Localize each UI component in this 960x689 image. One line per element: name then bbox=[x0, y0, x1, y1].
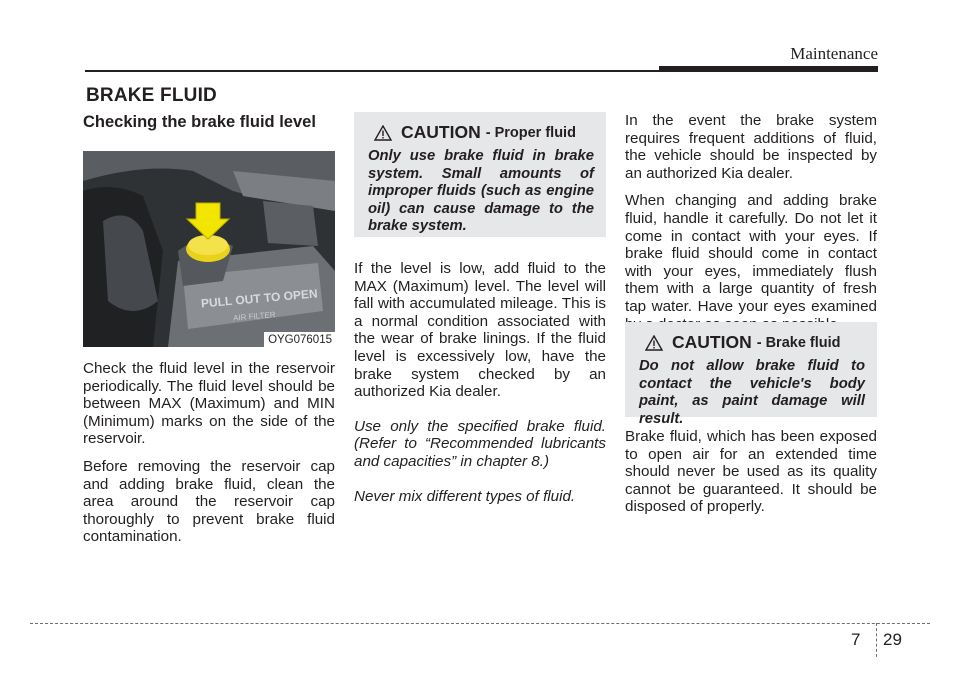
paragraph: In the event the brake system requires frequent additions of fluid, the vehicle should be inspected by an authorized Kia dealer. bbox=[625, 112, 877, 182]
paragraph: Check the fluid level in the reservoir periodically. The fluid level should be between MAX (Maximum) and MIN (Minimum) marks on the side of the reservoir. bbox=[83, 360, 335, 448]
header-title: Maintenance bbox=[790, 44, 878, 63]
engine-bay-illustration bbox=[83, 151, 335, 347]
caution-label: CAUTION bbox=[672, 332, 752, 352]
engine-bay-photo bbox=[83, 151, 335, 347]
paragraph: If the level is low, add fluid to the MAX (Maximum) level. The level will fall with accumulated mileage. This is a normal condition associated with the wear of brake linings. If the fluid level is excessively low, have the brake system checked by an authorized Kia dealer. bbox=[354, 260, 606, 401]
caution-subtitle: - Brake fluid bbox=[756, 334, 841, 351]
caution-box-proper-fluid bbox=[354, 112, 606, 237]
caution-text: Only use brake fluid in brake system. Small amounts of improper fluids (such as engine oil) can cause damage to the brake system. bbox=[368, 148, 594, 234]
italic-note: Use only the specified brake fluid. (Refer to “Recommended lubricants and capacities” in chapter 8.) bbox=[354, 417, 606, 470]
subheading: Checking the brake fluid level bbox=[83, 113, 316, 131]
warning-triangle-icon bbox=[645, 335, 663, 351]
caution-text: Do not allow brake fluid to contact the vehicle's body paint, as paint damage will result. bbox=[639, 358, 865, 427]
warning-triangle-icon bbox=[374, 125, 392, 141]
photo-code: OYG076015 bbox=[264, 332, 335, 347]
header-rule-accent bbox=[659, 66, 878, 72]
page-number: 29 bbox=[883, 630, 902, 649]
column-2 bbox=[354, 260, 606, 515]
air-filter-sublabel: AIR FILTER bbox=[232, 310, 276, 323]
caution-box-brake-fluid bbox=[625, 322, 877, 427]
column-3-bottom bbox=[625, 428, 877, 526]
italic-note: Never mix different types of fluid. bbox=[354, 487, 576, 505]
footer-rule bbox=[30, 623, 930, 624]
column-3 bbox=[625, 112, 877, 343]
column-1 bbox=[83, 112, 335, 556]
caution-subtitle: - Proper fluid bbox=[485, 124, 576, 141]
section-title: BRAKE FLUID bbox=[86, 85, 217, 106]
air-filter-label: PULL OUT TO OPEN bbox=[200, 286, 319, 311]
footer-divider bbox=[876, 623, 877, 657]
caution-label: CAUTION bbox=[401, 122, 481, 142]
paragraph: Before removing the reservoir cap and adding brake fluid, clean the area around the reservoir cap thoroughly to prevent brake fluid contamination. bbox=[83, 457, 335, 546]
chapter-number: 7 bbox=[851, 630, 861, 649]
paragraph: Brake fluid, which has been exposed to open air for an extended time should never be used as its quality cannot be guaranteed. It should be disposed of properly. bbox=[625, 428, 877, 516]
paragraph: When changing and adding brake fluid, handle it carefully. Do not let it come in contact with your eyes. If brake fluid should come in contact with your eyes, immediately flush them with a large quantity of fresh tap water. Have your eyes examined bbox=[625, 192, 877, 315]
